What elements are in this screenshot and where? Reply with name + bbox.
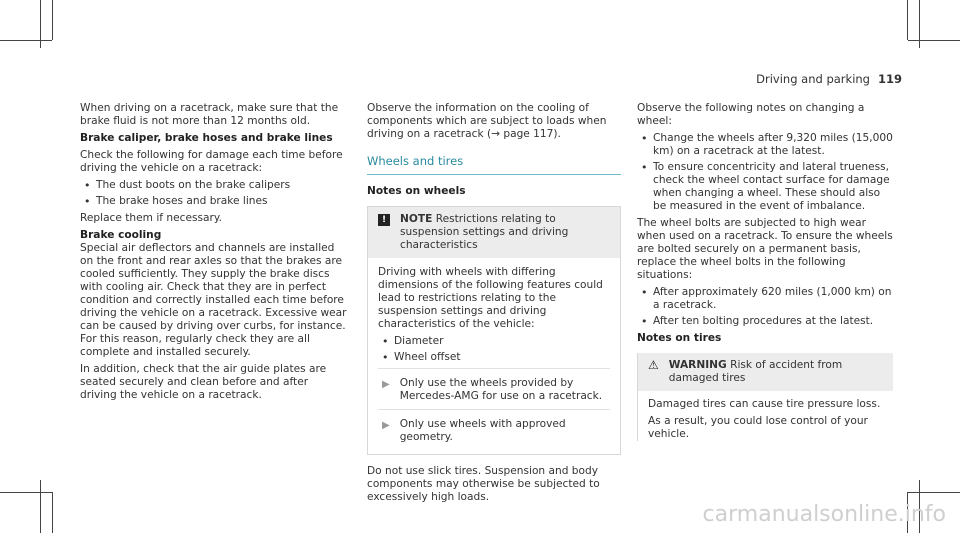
crop-mark xyxy=(52,492,53,533)
crop-mark xyxy=(0,492,52,493)
crop-mark xyxy=(908,40,960,41)
note-header xyxy=(368,207,620,258)
note-title xyxy=(400,213,612,252)
action-item xyxy=(378,409,610,450)
wheels-notes-heading: Notes on wheels xyxy=(367,185,466,197)
note-label: NOTE xyxy=(400,213,433,225)
paragraph: Check the following for damage each time before driving the vehicle on a racetrack: xyxy=(80,149,343,174)
paragraph: Observe the information on the cooling of components which are subject to loads when driving on a racetrack (→ page 117). xyxy=(367,102,607,140)
list-item: • The dust boots on the brake calipers xyxy=(80,179,348,192)
action-text: Only use wheels with approved geometry. xyxy=(399,418,566,443)
brake-cooling-heading: Brake cooling xyxy=(80,229,162,241)
crop-mark xyxy=(40,480,41,533)
paragraph: Driving with wheels with differing dimensions of the following features could lead to restrictions relating to the suspension settings and driving characteristics of the vehicle: xyxy=(378,266,603,330)
list-item: • Diameter xyxy=(378,335,610,348)
page-number: 119 xyxy=(877,72,902,86)
note-title-text: Restrictions relating to suspension settings and driving characteristics xyxy=(400,213,569,251)
watermark: carmanualsonline.info xyxy=(702,502,946,527)
crop-mark xyxy=(908,492,960,493)
warning-title xyxy=(669,359,885,385)
action-item xyxy=(378,368,610,409)
list-item: • After ten bolting procedures at the latest. xyxy=(637,315,893,328)
brake-caliper-heading: Brake caliper, brake hoses and brake lines xyxy=(80,132,333,144)
wheel-bolt-list xyxy=(637,286,893,328)
brake-check-list xyxy=(80,179,348,208)
arrow-right-icon: ▶ xyxy=(382,420,390,431)
note-list xyxy=(378,335,610,364)
list-item: • Wheel offset xyxy=(378,351,610,364)
paragraph: The wheel bolts are subjected to high wear when used on a racetrack. To ensure the wheels are bolted securely on a permanent basis, replace the wheel bolts in the following situations: xyxy=(637,217,893,281)
paragraph: Observe the following notes on changing a wheel: xyxy=(637,102,865,127)
column-middle xyxy=(367,102,621,508)
warning-title-text: Risk of accident from damaged tires xyxy=(668,359,843,384)
action-text: Only use the wheels provided by Mercedes-AMG for use on a racetrack. xyxy=(399,377,603,402)
warning-triangle-icon: ⚠ xyxy=(648,358,659,372)
page-header xyxy=(756,72,902,86)
list-item: • To ensure concentricity and lateral trueness, check the wheel contact surface for damage when changing a wheel. These should also be measured in the event of imbalance. xyxy=(637,161,893,213)
paragraph: As a result, you could lose control of your vehicle. xyxy=(648,415,868,440)
list-item: • The brake hoses and brake lines xyxy=(80,195,348,208)
paragraph: In addition, check that the air guide plates are seated securely and clean before and after driving the vehicle on a racetrack. xyxy=(80,363,327,401)
paragraph: Special air deflectors and channels are installed on the front and rear axles so that the brakes are cooled sufficiently. They supply the brake discs with cooling air. Check that they are in perfect condition and correctly installed each time before driving the vehicle on a racetrack. Excessive wear can be caused by driving over curbs, for instance. For this reason, regularly check they are all complete and installed securely. xyxy=(80,242,347,358)
warning-box xyxy=(637,353,893,441)
paragraph: Replace them if necessary. xyxy=(80,212,222,224)
crop-mark xyxy=(52,0,53,40)
list-item: • After approximately 620 miles (1,000 km) on a racetrack. xyxy=(637,286,893,312)
crop-mark xyxy=(0,40,52,41)
paragraph: Damaged tires can cause tire pressure loss. xyxy=(648,398,881,410)
section-title: Wheels and tires xyxy=(367,155,621,175)
paragraph: Do not use slick tires. Suspension and body components may otherwise be subjected to excessively high loads. xyxy=(367,465,600,503)
tires-notes-heading: Notes on tires xyxy=(637,332,722,344)
note-box xyxy=(367,206,621,455)
crop-mark xyxy=(907,0,908,40)
column-right xyxy=(637,102,893,445)
warning-label: WARNING xyxy=(668,359,727,371)
note-body xyxy=(368,258,620,454)
arrow-right-icon: ▶ xyxy=(382,379,390,390)
wheel-change-list xyxy=(637,132,893,213)
warning-body xyxy=(638,391,893,441)
warning-header xyxy=(638,353,893,391)
section-name: Driving and parking xyxy=(756,72,870,86)
list-item: • Change the wheels after 9,320 miles (15,000 km) on a racetrack at the latest. xyxy=(637,132,893,158)
intro-text: When driving on a racetrack, make sure that the brake fluid is not more than 12 months old. xyxy=(80,102,339,127)
exclamation-icon: ! xyxy=(378,214,390,226)
column-left xyxy=(80,102,348,406)
